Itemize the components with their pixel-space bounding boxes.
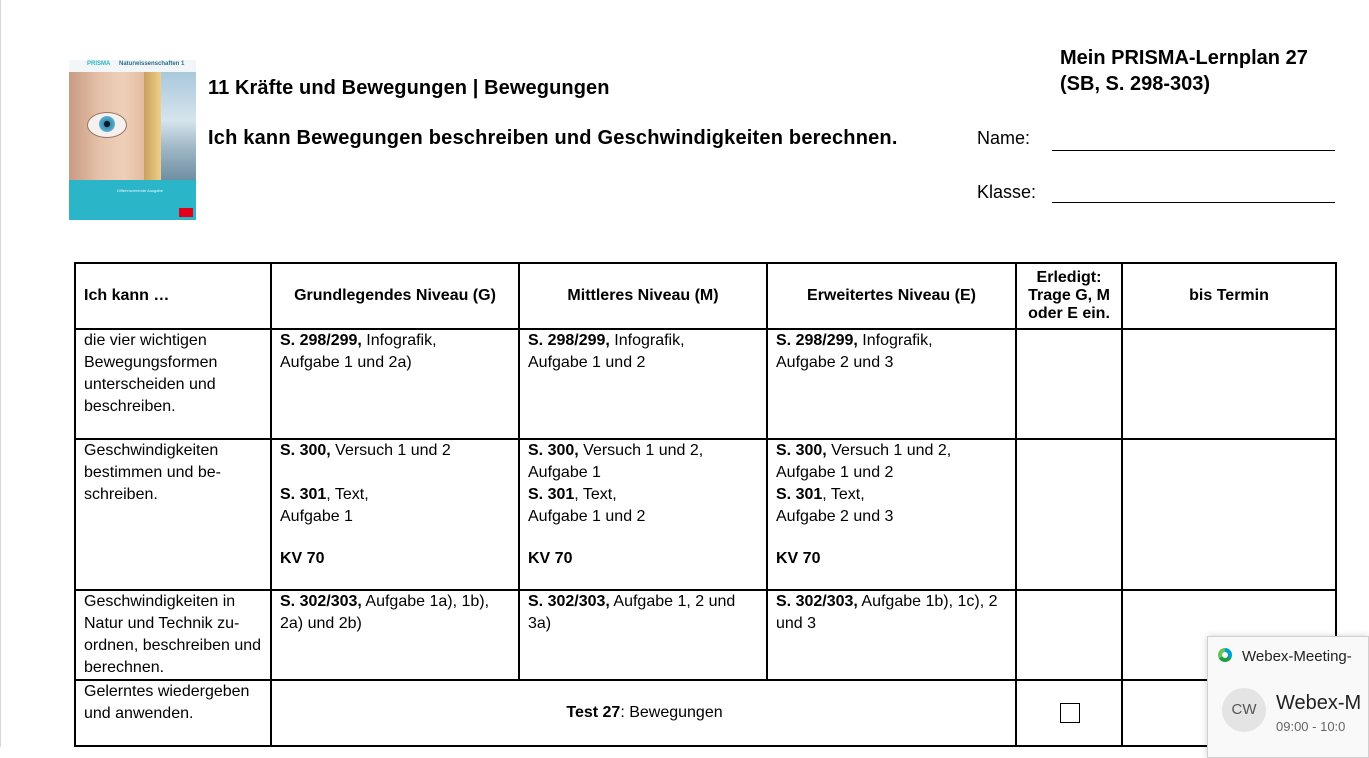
- notification-time: 09:00 - 10:0: [1276, 719, 1346, 734]
- task-text: Aufgabe 1 und 2: [776, 464, 894, 481]
- cover-brand: PRISMA: [87, 61, 111, 67]
- name-field[interactable]: [1052, 150, 1335, 151]
- skill-cell: die vier wichtigen Bewegungsformen unterscheiden und beschreiben.: [75, 329, 271, 439]
- basic-level-cell: [271, 329, 519, 439]
- table-header-row: [75, 263, 1336, 329]
- task-text: Infografik,: [361, 332, 437, 349]
- webex-notification[interactable]: [1207, 636, 1369, 758]
- basic-level-cell: [271, 590, 519, 680]
- deadline-cell[interactable]: [1122, 329, 1336, 439]
- class-label: Klasse:: [977, 182, 1037, 202]
- page-ref: S. 301: [528, 486, 575, 503]
- name-label: Name:: [977, 128, 1031, 148]
- task-text: Versuch 1 und 2: [330, 442, 451, 459]
- task-text: Infografik,: [609, 332, 685, 349]
- plan-title: [1060, 45, 1308, 97]
- task-text: Aufgabe 2 und 3: [776, 354, 894, 371]
- spacer: [280, 528, 512, 548]
- page-ref: S. 300,: [280, 442, 331, 459]
- done-cell[interactable]: [1016, 590, 1122, 680]
- plan-title-line1: Mein PRISMA-Lernplan 27: [1060, 47, 1308, 69]
- skill-cell: Geschwindigkeiten bestimmen und be-schreiben.: [75, 439, 271, 590]
- task-text: Aufgabe 1: [280, 508, 353, 525]
- test-cell: [271, 680, 1016, 746]
- avatar: CW: [1222, 688, 1266, 732]
- task-text: Aufgabe 1b), 1c), 2 und 3: [776, 593, 998, 632]
- learning-plan-table: [74, 262, 1337, 747]
- task-text: , Text,: [574, 486, 617, 503]
- spacer: [776, 528, 1009, 548]
- cover-hair: [144, 72, 162, 180]
- cover-header: [69, 60, 196, 72]
- page-ref: S. 298/299,: [280, 332, 362, 349]
- spacer: [528, 528, 760, 548]
- task-text: Aufgabe 1 und 2: [528, 508, 646, 525]
- notification-subject: Webex-M: [1276, 692, 1362, 714]
- done-cell[interactable]: [1016, 439, 1122, 590]
- table-row: [75, 329, 1336, 439]
- task-text: Aufgabe 1 und 2a): [280, 354, 412, 371]
- class-field[interactable]: [1052, 202, 1335, 203]
- deadline-cell[interactable]: [1122, 439, 1336, 590]
- table-row: [75, 590, 1336, 680]
- test-ref: Test 27: [566, 704, 621, 721]
- done-cell: [1016, 680, 1122, 746]
- cover-subtitle: Naturwissenschaften 1: [119, 61, 185, 67]
- table-row: [75, 680, 1336, 746]
- header-done: Erledigt: Trage G, M oder E ein.: [1016, 263, 1122, 329]
- cover-eye: [87, 112, 127, 138]
- webex-logo-icon: [1218, 648, 1232, 662]
- worksheet-ref: KV 70: [280, 550, 325, 567]
- page-ref: S. 298/299,: [776, 332, 858, 349]
- advanced-level-cell: [767, 590, 1016, 680]
- middle-level-cell: [519, 329, 767, 439]
- cover-band-text: Differenzierende Ausgabe: [117, 188, 163, 193]
- table-row: [75, 439, 1336, 590]
- done-checkbox[interactable]: [1060, 703, 1080, 723]
- worksheet-ref: KV 70: [776, 550, 821, 567]
- task-text: Aufgabe 1 und 2: [528, 354, 646, 371]
- skill-cell: Geschwindigkeiten in Natur und Technik zu-ordnen, beschreiben und berechnen.: [75, 590, 271, 680]
- page-ref: S. 302/303,: [280, 593, 362, 610]
- header-skill: Ich kann …: [75, 263, 271, 329]
- task-text: , Text,: [822, 486, 865, 503]
- page-ref: S. 301: [776, 486, 823, 503]
- cover-band: [69, 180, 196, 220]
- task-text: Versuch 1 und 2,: [578, 442, 704, 459]
- task-text: Aufgabe 1: [528, 464, 601, 481]
- worksheet-ref: KV 70: [528, 550, 573, 567]
- page-ref: S. 302/303,: [776, 593, 858, 610]
- spacer: [280, 462, 512, 484]
- task-text: Aufgabe 1, 2 und 3a): [528, 593, 736, 632]
- notification-app-name: Webex-Meeting-: [1242, 648, 1352, 665]
- task-text: Aufgabe 2 und 3: [776, 508, 894, 525]
- page-edge: [0, 0, 1, 747]
- header-deadline: bis Termin: [1122, 263, 1336, 329]
- skill-cell: Gelerntes wiedergeben und anwenden.: [75, 680, 271, 746]
- cover-iris: [99, 116, 115, 132]
- book-cover-image: [69, 60, 196, 220]
- task-text: Versuch 1 und 2,: [826, 442, 952, 459]
- advanced-level-cell: [767, 329, 1016, 439]
- middle-level-cell: [519, 439, 767, 590]
- middle-level-cell: [519, 590, 767, 680]
- page-ref: S. 300,: [528, 442, 579, 459]
- plan-title-line2: (SB, S. 298-303): [1060, 73, 1211, 95]
- task-text: , Text,: [326, 486, 369, 503]
- cover-sky: [161, 72, 196, 180]
- basic-level-cell: [271, 439, 519, 590]
- page-ref: S. 302/303,: [528, 593, 610, 610]
- header-basic-level: Grundlegendes Niveau (G): [271, 263, 519, 329]
- learning-goal: Ich kann Bewegungen beschreiben und Geschwindigkeiten berechnen.: [208, 127, 898, 149]
- task-text: Aufgabe 1a), 1b), 2a) und 2b): [280, 593, 490, 632]
- page-ref: S. 300,: [776, 442, 827, 459]
- page-ref: S. 298/299,: [528, 332, 610, 349]
- chapter-title: 11 Kräfte und Bewegungen | Bewegungen: [208, 77, 610, 99]
- test-text: : Bewegungen: [620, 704, 723, 721]
- page-ref: S. 301: [280, 486, 327, 503]
- done-cell[interactable]: [1016, 329, 1122, 439]
- publisher-logo: [179, 208, 193, 217]
- task-text: Infografik,: [857, 332, 933, 349]
- advanced-level-cell: [767, 439, 1016, 590]
- header-advanced-level: Erweitertes Niveau (E): [767, 263, 1016, 329]
- header-middle-level: Mittleres Niveau (M): [519, 263, 767, 329]
